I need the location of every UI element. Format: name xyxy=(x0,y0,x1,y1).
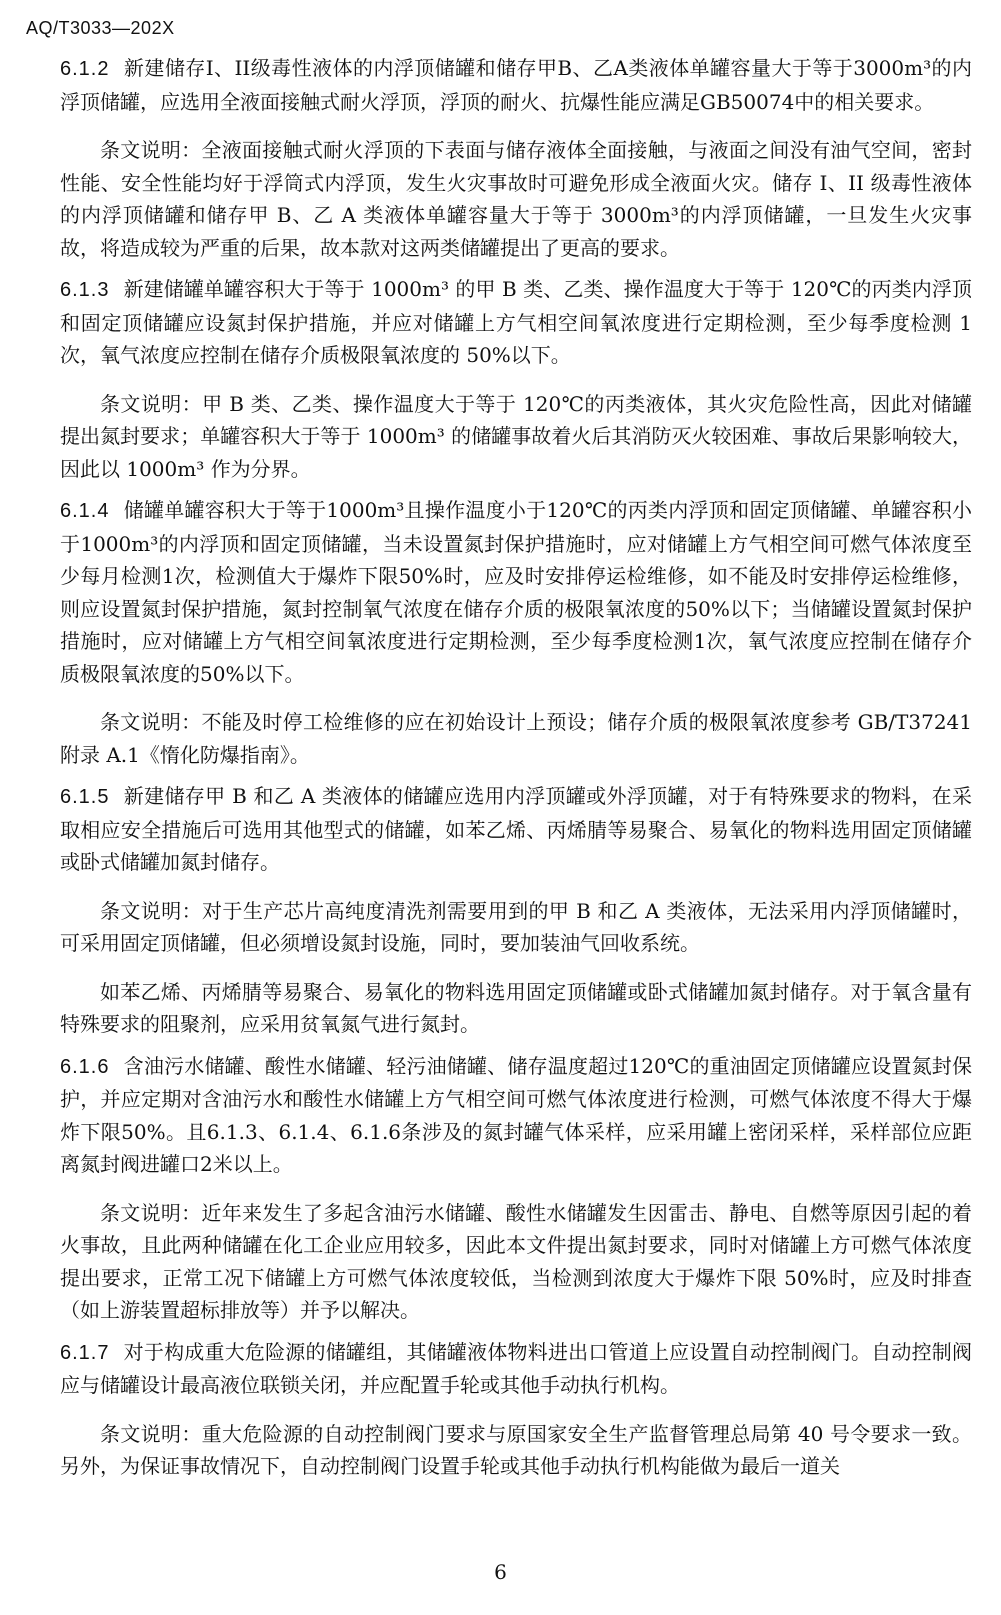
clause-6-1-7 xyxy=(60,1336,972,1402)
clause-text: 储罐单罐容积大于等于1000m³且操作温度小于120℃的丙类内浮顶和固定顶储罐、单罐容积小于1000m³的内浮顶和固定顶储罐，当未设置氮封保护措施时，应对储罐上方气相空间可燃气体浓度至少每月检测1次，检测值大于爆炸下限50%时，应及时安排停运检维修，如不能及时安排停运检维修，则应设置氮封保护措施，氮封控制氧气浓度在储存介质的极限氧浓度的50%以下；当储罐设置氮封保护措施时，应对储罐上方气相空间氧浓度进行定期检测，至少每季度检测1次，氧气浓度应控制在储存介质极限氧浓度的50%以下。 xyxy=(60,498,972,686)
clause-number: 6.1.7 xyxy=(60,1341,110,1364)
clause-number: 6.1.3 xyxy=(60,279,110,301)
clause-explanation: 条文说明：全液面接触式耐火浮顶的下表面与储存液体全面接触，与液面之间没有油气空间，密封性能、安全性能均好于浮筒式内浮顶，发生火灾事故时可避免形成全液面火灾。储存 I、II 级毒性液体的内浮顶储罐和储存甲 B、乙 A 类液体单罐容量大于等于 3000m³的内浮顶储罐，一旦发生火灾事故，将造成较为严重的后果，故本款对这两类储罐提出了更高的要求。 xyxy=(60,138,972,260)
clause-text: 新建储存I、II级毒性液体的内浮顶储罐和储存甲B、乙A类液体单罐容量大于等于3000m³的内浮顶储罐，应选用全液面接触式耐火浮顶，浮顶的耐火、抗爆性能应满足GB50074中的相关要求。 xyxy=(60,56,972,114)
clause-explanation: 条文说明：不能及时停工检维修的应在初始设计上预设；储存介质的极限氧浓度参考 GB/T37241 附录 A.1《惰化防爆指南》。 xyxy=(60,710,972,767)
clause-explanation: 条文说明：对于生产芯片高纯度清洗剂需要用到的甲 B 和乙 A 类液体，无法采用内浮顶储罐时，可采用固定顶储罐，但必须增设氮封设施，同时，要加装油气回收系统。 xyxy=(60,898,972,955)
clause-text: 含油污水储罐、酸性水储罐、轻污油储罐、储存温度超过120℃的重油固定顶储罐应设置氮封保护，并应定期对含油污水和酸性水储罐上方气相空间可燃气体浓度进行检测，可燃气体浓度不得大于爆炸下限50%。且6.1.3、6.1.4、6.1.6条涉及的氮封罐气体采样，应采用罐上密闭采样，采样部位应距离氮封阀进罐口2米以上。 xyxy=(60,1053,972,1176)
clause-number: 6.1.4 xyxy=(60,500,110,522)
clause-number: 6.1.2 xyxy=(60,58,110,80)
clause-6-1-3 xyxy=(60,273,972,372)
clause-explanation: 条文说明：近年来发生了多起含油污水储罐、酸性水储罐发生因雷击、静电、自燃等原因引起的着火事故，且此两种储罐在化工企业应用较多，因此本文件提出氮封要求，同时对储罐上方可燃气体浓度提出要求，正常工况下储罐上方可燃气体浓度较低，当检测到浓度大于爆炸下限 50%时，应及时排查（如上游装置超标排放等）并予以解决。 xyxy=(60,1200,972,1322)
clause-text: 新建储存甲 B 和乙 A 类液体的储罐应选用内浮顶罐或外浮顶罐，对于有特殊要求的物料，在采取相应安全措施后可选用其他型式的储罐，如苯乙烯、丙烯腈等易聚合、易氧化的物料选用固定顶储罐或卧式储罐加氮封储存。 xyxy=(60,784,972,874)
clause-explanation-continued: 如苯乙烯、丙烯腈等易聚合、易氧化的物料选用固定顶储罐或卧式储罐加氮封储存。对于氧含量有特殊要求的阻聚剂，应采用贫氧氮气进行氮封。 xyxy=(60,979,972,1036)
clause-explanation: 条文说明：甲 B 类、乙类、操作温度大于等于 120℃的丙类液体，其火灾危险性高，因此对储罐提出氮封要求；单罐容积大于等于 1000m³ 的储罐事故着火后其消防灭火较困难、事故后果影响较大，因此以 1000m³ 作为分界。 xyxy=(60,391,972,481)
document-code-header: AQ/T3033—202X xyxy=(26,18,175,38)
clause-number: 6.1.5 xyxy=(60,786,110,808)
document-body xyxy=(60,52,972,1483)
clause-text: 对于构成重大危险源的储罐组，其储罐液体物料进出口管道上应设置自动控制阀门。自动控制阀应与储罐设计最高液位联锁关闭，并应配置手轮或其他手动执行机构。 xyxy=(60,1339,972,1397)
page-number: 6 xyxy=(494,1560,507,1584)
clause-6-1-6 xyxy=(60,1050,972,1181)
clause-6-1-5 xyxy=(60,780,972,879)
clause-6-1-2 xyxy=(60,52,972,118)
clause-6-1-4 xyxy=(60,494,972,690)
clause-number: 6.1.6 xyxy=(60,1055,110,1078)
clause-explanation: 条文说明：重大危险源的自动控制阀门要求与原国家安全生产监督管理总局第 40 号令要求一致。另外，为保证事故情况下，自动控制阀门设置手轮或其他手动执行机构能做为最后一道关 xyxy=(60,1421,972,1478)
clause-text: 新建储罐单罐容积大于等于 1000m³ 的甲 B 类、乙类、操作温度大于等于 120℃的丙类内浮顶和固定顶储罐应设氮封保护措施，并应对储罐上方气相空间氧浓度进行定期检测，至少每季度检测 1 次，氧气浓度应控制在储存介质极限氧浓度的 50%以下。 xyxy=(60,277,972,367)
